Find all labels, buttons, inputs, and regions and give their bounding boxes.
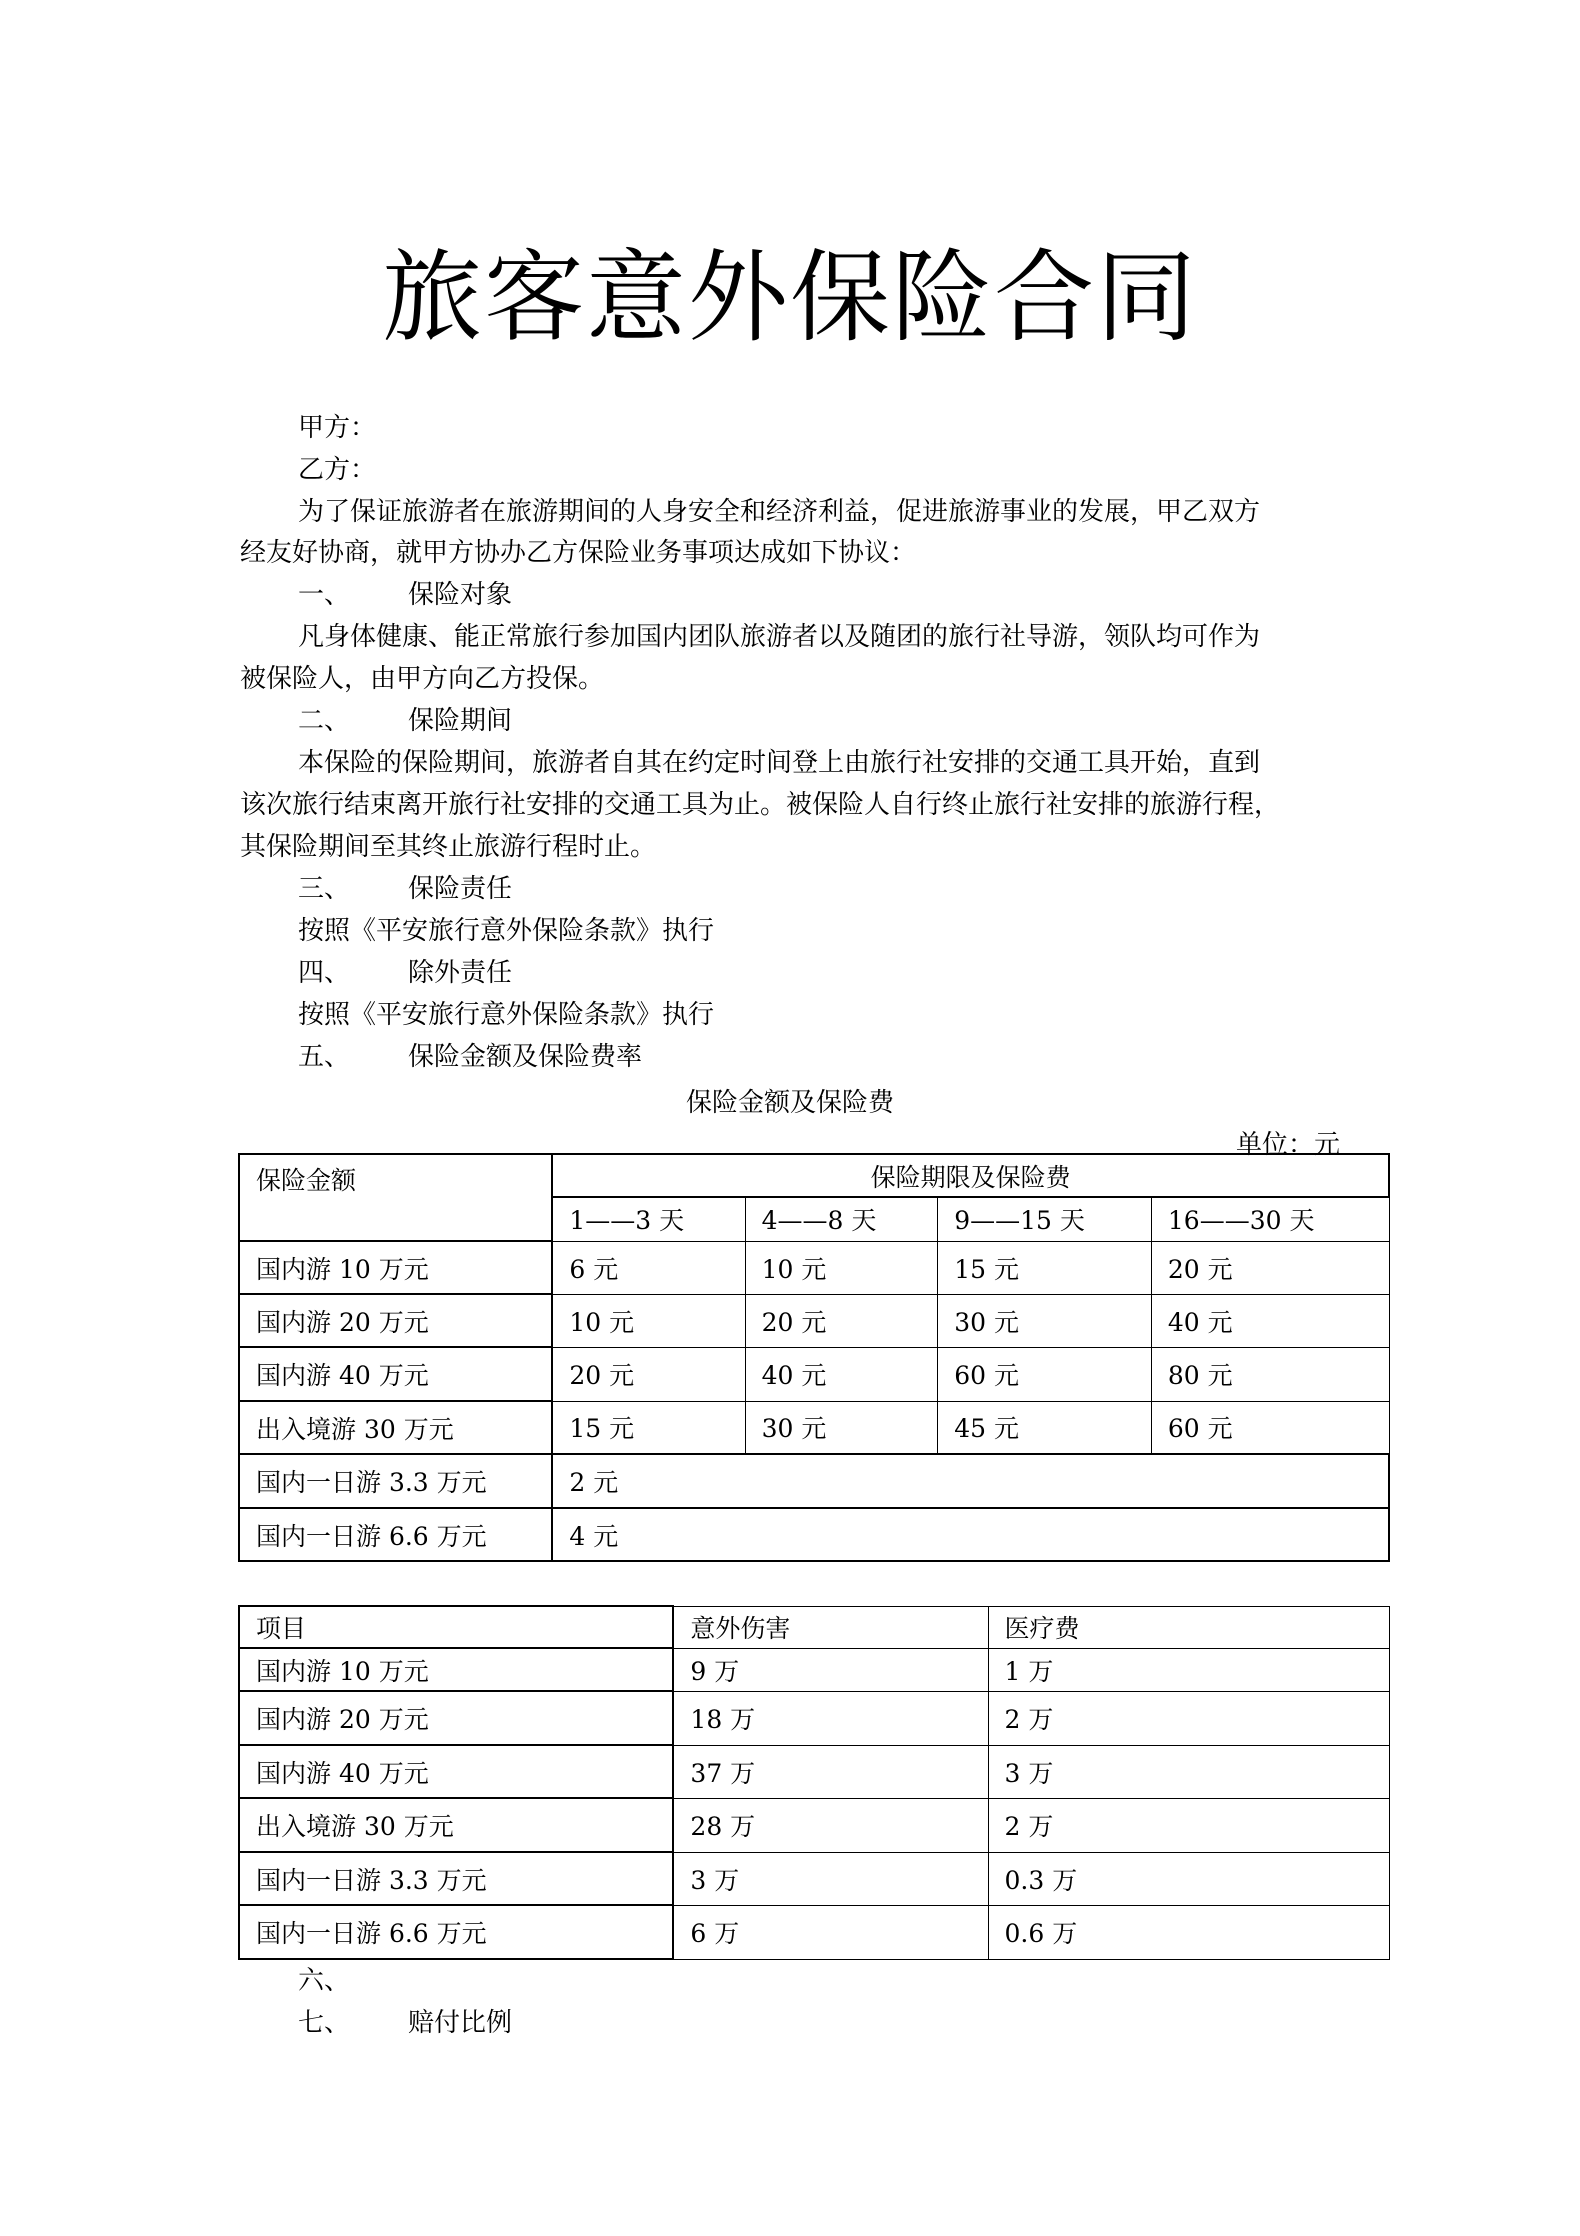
section-number: 六、 bbox=[298, 1966, 351, 1996]
row-label: 国内游 10 万元 bbox=[239, 1648, 673, 1691]
section-title: 保险责任 bbox=[408, 874, 513, 904]
section-heading-1 bbox=[298, 580, 512, 610]
table-row bbox=[239, 1852, 1390, 1905]
section-heading-6 bbox=[298, 1966, 408, 1996]
header-period-premium: 保险期限及保险费 bbox=[552, 1154, 1389, 1197]
table-row bbox=[239, 1294, 1389, 1347]
medical-cell: 1 万 bbox=[988, 1648, 1389, 1691]
premium-cell: 20 元 bbox=[552, 1347, 745, 1401]
section-title: 保险对象 bbox=[408, 580, 513, 610]
section-number: 四、 bbox=[298, 958, 351, 988]
row-label: 国内一日游 3.3 万元 bbox=[239, 1852, 673, 1905]
premium-cell: 60 元 bbox=[1151, 1401, 1389, 1454]
table-row bbox=[239, 1745, 1390, 1798]
row-label: 出入境游 30 万元 bbox=[239, 1798, 673, 1852]
section-heading-7 bbox=[298, 2008, 512, 2038]
section-title: 除外责任 bbox=[408, 958, 513, 988]
row-label: 国内一日游 6.6 万元 bbox=[239, 1905, 673, 1959]
section-number: 七、 bbox=[298, 2008, 351, 2038]
header-accident: 意外伤害 bbox=[673, 1606, 988, 1648]
premium-cell: 2 元 bbox=[552, 1454, 1389, 1508]
premium-cell: 45 元 bbox=[938, 1401, 1152, 1454]
intro-line-1: 为了保证旅游者在旅游期间的人身安全和经济利益，促进旅游事业的发展，甲乙双方 bbox=[298, 497, 1261, 527]
intro-line-2: 经友好协商，就甲方协办乙方保险业务事项达成如下协议： bbox=[240, 538, 917, 568]
section-heading-2 bbox=[298, 706, 512, 736]
section-3-line-1: 按照《平安旅行意外保险条款》执行 bbox=[298, 916, 715, 946]
section-1-line-2: 被保险人，由甲方向乙方投保。 bbox=[240, 664, 605, 694]
period-header: 16——30 天 bbox=[1151, 1197, 1389, 1241]
section-title: 保险期间 bbox=[408, 706, 513, 736]
premium-cell: 40 元 bbox=[745, 1347, 938, 1401]
section-number: 二、 bbox=[298, 706, 351, 736]
medical-cell: 0.3 万 bbox=[988, 1852, 1389, 1905]
premium-table-caption: 保险金额及保险费 bbox=[685, 1088, 894, 1118]
accident-cell: 18 万 bbox=[673, 1691, 988, 1745]
section-4-line-1: 按照《平安旅行意外保险条款》执行 bbox=[298, 1000, 715, 1030]
accident-cell: 6 万 bbox=[673, 1905, 988, 1959]
party-a-label: 甲方： bbox=[298, 413, 377, 443]
premium-cell: 30 元 bbox=[745, 1401, 938, 1454]
period-header: 1——3 天 bbox=[552, 1197, 745, 1241]
table-row bbox=[239, 1454, 1389, 1508]
premium-cell: 15 元 bbox=[938, 1241, 1152, 1294]
document-title: 旅客意外保险合同 bbox=[382, 239, 1198, 356]
premium-cell: 60 元 bbox=[938, 1347, 1152, 1401]
table-row bbox=[239, 1905, 1390, 1959]
premium-table-unit: 单位：元 bbox=[1235, 1130, 1340, 1160]
row-label: 国内游 40 万元 bbox=[239, 1745, 673, 1798]
table-row bbox=[239, 1691, 1390, 1745]
premium-table bbox=[238, 1153, 1390, 1562]
premium-cell: 30 元 bbox=[938, 1294, 1152, 1347]
premium-cell: 40 元 bbox=[1151, 1294, 1389, 1347]
premium-cell: 10 元 bbox=[552, 1294, 745, 1347]
medical-cell: 0.6 万 bbox=[988, 1905, 1389, 1959]
section-2-line-2: 该次旅行结束离开旅行社安排的交通工具为止。被保险人自行终止旅行社安排的旅游行程， bbox=[240, 790, 1281, 820]
party-b-label: 乙方： bbox=[298, 455, 377, 485]
row-label: 国内游 20 万元 bbox=[239, 1691, 673, 1745]
accident-cell: 9 万 bbox=[673, 1648, 988, 1691]
section-number: 三、 bbox=[298, 874, 351, 904]
header-item: 项目 bbox=[239, 1606, 673, 1648]
row-label: 国内游 20 万元 bbox=[239, 1294, 552, 1347]
premium-cell: 80 元 bbox=[1151, 1347, 1389, 1401]
premium-cell: 6 元 bbox=[552, 1241, 745, 1294]
section-1-line-1: 凡身体健康、能正常旅行参加国内团队旅游者以及随团的旅行社导游，领队均可作为 bbox=[298, 622, 1261, 652]
section-number: 五、 bbox=[298, 1042, 351, 1072]
premium-cell: 20 元 bbox=[745, 1294, 938, 1347]
medical-cell: 3 万 bbox=[988, 1745, 1389, 1798]
table-row bbox=[239, 1347, 1389, 1401]
table-row bbox=[239, 1508, 1389, 1561]
row-label: 国内游 10 万元 bbox=[239, 1241, 552, 1294]
section-2-line-1: 本保险的保险期间，旅游者自其在约定时间登上由旅行社安排的交通工具开始，直到 bbox=[298, 748, 1261, 778]
table-row bbox=[239, 1798, 1390, 1852]
period-header: 9——15 天 bbox=[938, 1197, 1152, 1241]
accident-cell: 37 万 bbox=[673, 1745, 988, 1798]
accident-cell: 28 万 bbox=[673, 1798, 988, 1852]
premium-cell: 15 元 bbox=[552, 1401, 745, 1454]
period-header: 4——8 天 bbox=[745, 1197, 938, 1241]
premium-cell: 4 元 bbox=[552, 1508, 1389, 1561]
premium-cell: 20 元 bbox=[1151, 1241, 1389, 1294]
header-medical: 医疗费 bbox=[988, 1606, 1389, 1648]
section-number: 一、 bbox=[298, 580, 351, 610]
section-heading-4 bbox=[298, 958, 512, 988]
header-insured-amount: 保险金额 bbox=[239, 1154, 552, 1241]
row-label: 出入境游 30 万元 bbox=[239, 1401, 552, 1454]
coverage-table bbox=[238, 1605, 1390, 1960]
row-label: 国内一日游 6.6 万元 bbox=[239, 1508, 552, 1561]
premium-cell: 10 元 bbox=[745, 1241, 938, 1294]
medical-cell: 2 万 bbox=[988, 1798, 1389, 1852]
table-row bbox=[239, 1401, 1389, 1454]
row-label: 国内游 40 万元 bbox=[239, 1347, 552, 1401]
accident-cell: 3 万 bbox=[673, 1852, 988, 1905]
section-title: 保险金额及保险费率 bbox=[408, 1042, 643, 1072]
section-2-line-3: 其保险期间至其终止旅游行程时止。 bbox=[240, 832, 657, 862]
section-heading-3 bbox=[298, 874, 512, 904]
table-row bbox=[239, 1648, 1390, 1691]
row-label: 国内一日游 3.3 万元 bbox=[239, 1454, 552, 1508]
table-row bbox=[239, 1241, 1389, 1294]
section-heading-5 bbox=[298, 1042, 642, 1072]
table-header-row bbox=[239, 1606, 1390, 1648]
medical-cell: 2 万 bbox=[988, 1691, 1389, 1745]
section-title: 赔付比例 bbox=[408, 2008, 513, 2038]
